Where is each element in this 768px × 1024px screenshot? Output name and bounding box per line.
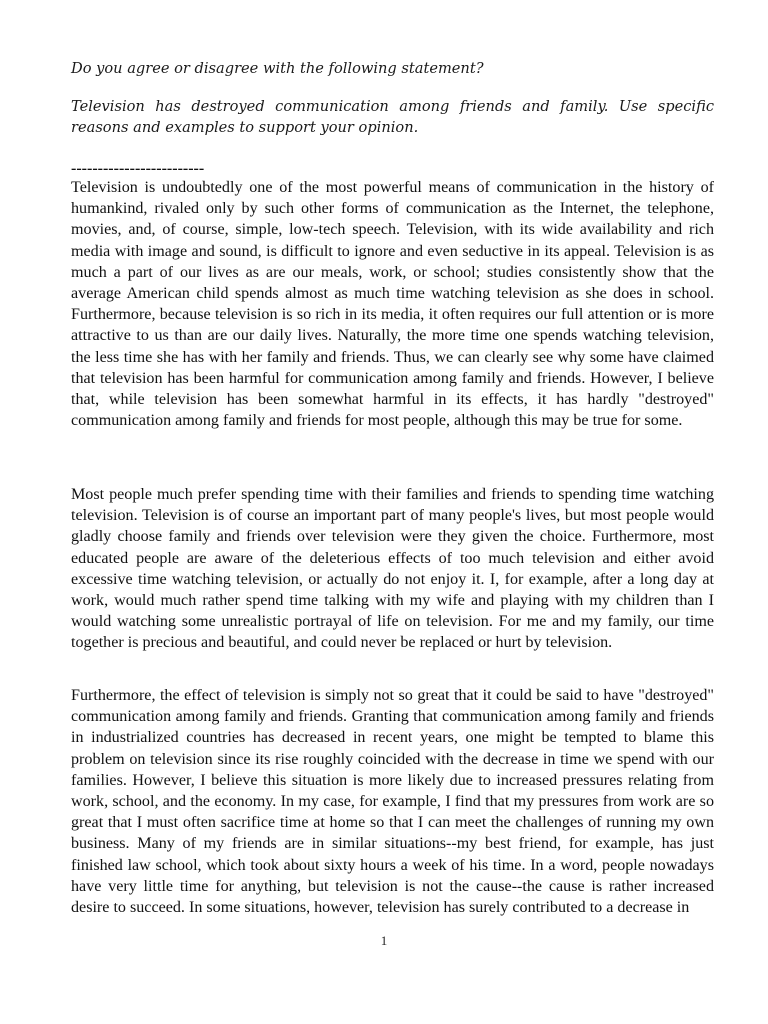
- page-number: 1: [380, 933, 388, 948]
- essay-paragraph-3: Furthermore, the effect of television is simply not so great that it could be said to have "destroyed" communication among family and friends. Granting that communication among family and friends in industrialized countries has decreased in recent years, one might be tempted to blame this problem on television since its rise roughly coincided with the decrease in time we spend with our families. However, I believe this situation is more likely due to increased pressures relating from work, school, and the economy. In my case, for example, I find that my pressures from work are so great that I must often sacrifice time at home so that I can meet the challenges of running my own business. Many of my friends are in similar situations--my best friend, for example, has just finished law school, which took about sixty hours a week of his time. In a word, people nowadays have very little time for anything, but television is not the cause--the cause is rather increased desire to succeed. In some situations, however, television has surely contributed to a decrease in: [71, 687, 714, 917]
- section-divider: -------------------------: [71, 160, 205, 177]
- prompt-question: Do you agree or disagree with the following statement?: [71, 60, 484, 77]
- prompt-statement: Television has destroyed communication among friends and family. Use specific reasons and examples to support your opinion.: [71, 98, 714, 136]
- essay-paragraph-1: Television is undoubtedly one of the most powerful means of communication in the history of humankind, rivaled only by such other forms of communication as the Internet, the telephone, movies, and, of course, simple, low-tech speech. Television, with its wide availability and rich media with image and sound, is difficult to ignore and even seductive in its appeal. Television is as much a part of our lives as are our meals, work, or school; studies consistently show that the average American child spends almost as much time watching television as she does in school. Furthermore, because television is so rich in its media, it often requires our full attention or is more attractive to us than are our daily lives. Naturally, the more time one spends watching television, the less time she has with her family and friends. Thus, we can clearly see why some have claimed that television has been harmful for communication among family and friends. However, I believe that, while television has been somewhat harmful in its effects, it has hardly "destroyed" communication among family and friends for most people, although this may be true for some.: [71, 179, 714, 430]
- essay-paragraph-2: Most people much prefer spending time with their families and friends to spending time watching television. Television is of course an important part of many people's lives, but most people would gladly choose family and friends over television were they given the choice. Furthermore, most educated people are aware of the deleterious effects of too much television and either avoid excessive time watching television, or actually do not enjoy it. I, for example, after a long day at work, would much rather spend time talking with my wife and playing with my children than I would watching some unrealistic portrayal of life on television. For me and my family, our time together is precious and beautiful, and could never be replaced or hurt by television.: [71, 486, 714, 652]
